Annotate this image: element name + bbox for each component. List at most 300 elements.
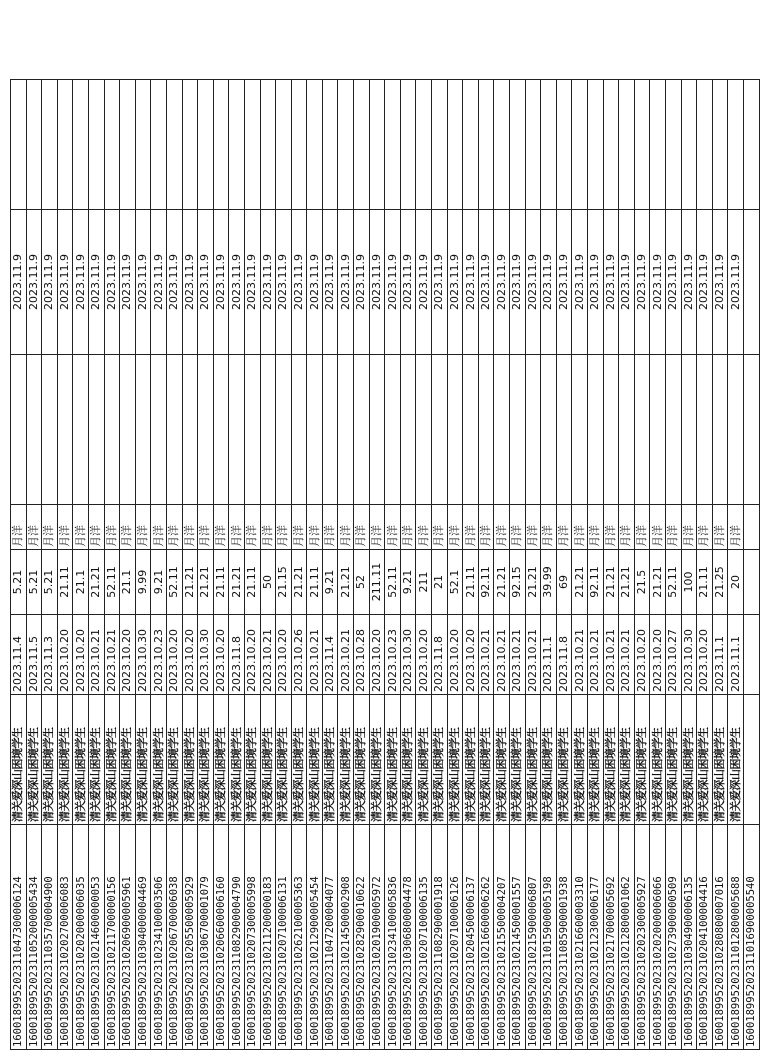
paid-date-cell: 2023.11.9 [463,210,479,355]
blank-cell [260,80,276,210]
order-id-cell: 160018995202310306700001079 [198,825,214,1050]
table-row [432,80,448,1050]
blank-cell [665,355,681,505]
note-cell: 月洋 [385,505,401,550]
note-cell: 月洋 [322,505,338,550]
date-cell: 2023.10.21 [494,615,510,695]
amount-cell: 69 [556,550,572,615]
amount-cell: 100 [681,550,697,615]
note-cell: 月洋 [494,505,510,550]
blank-cell [385,80,401,210]
order-id-cell: 160018995202310202000006035 [73,825,89,1050]
order-id-cell: 160018995202310273900000509 [665,825,681,1050]
table-row [198,80,214,1050]
blank-cell [182,80,198,210]
note-cell: 月洋 [291,505,307,550]
note-cell: 月洋 [88,505,104,550]
table-row [354,80,370,1050]
note-cell: 月洋 [634,505,650,550]
date-cell: 2023.10.21 [260,615,276,695]
blank-cell [447,355,463,505]
amount-cell: 21.15 [276,550,292,615]
blank-cell [572,355,588,505]
project-name-cell: 清关爱深山困境学生 [260,695,276,825]
blank-cell [73,355,89,505]
order-id-cell: 160018995202310204100004416 [697,825,713,1050]
project-name-cell: 清关爱深山困境学生 [354,695,370,825]
date-cell: 2023.10.20 [276,615,292,695]
project-name-cell: 清关爱深山困境学生 [166,695,182,825]
blank-cell [354,80,370,210]
table-row [73,80,89,1050]
amount-cell: 92.11 [587,550,603,615]
date-cell: 2023.10.20 [244,615,260,695]
table-row [229,80,245,1050]
note-cell: 月洋 [73,505,89,550]
order-id-cell: 160018995202310202000006066 [650,825,666,1050]
note-cell: 月洋 [712,505,728,550]
blank-cell [510,355,526,505]
date-cell: 2023.10.30 [135,615,151,695]
date-cell: 2023.11.8 [229,615,245,695]
blank-cell [478,355,494,505]
amount-cell: 50 [260,550,276,615]
blank-cell [681,355,697,505]
order-id-cell: 160018995202311085900001938 [556,825,572,1050]
table-row [743,80,759,1050]
amount-cell: 21.25 [712,550,728,615]
blank-cell [57,355,73,505]
amount-cell: 21.21 [650,550,666,615]
blank-cell [369,355,385,505]
table-row [42,80,58,1050]
amount-cell: 211 [416,550,432,615]
amount-cell: 21.1 [120,550,136,615]
paid-date-cell: 2023.11.9 [322,210,338,355]
table-row [587,80,603,1050]
spreadsheet-page [10,50,758,1050]
amount-cell: 9.21 [322,550,338,615]
table-row [478,80,494,1050]
blank-cell [619,355,635,505]
date-cell: 2023.10.20 [369,615,385,695]
blank-cell [135,80,151,210]
blank-cell [229,355,245,505]
order-id-cell: 160018995202310214500001557 [510,825,526,1050]
blank-cell [728,80,744,210]
paid-date-cell: 2023.11.9 [291,210,307,355]
date-cell: 2023.10.20 [416,615,432,695]
date-cell: 2023.10.30 [681,615,697,695]
project-name-cell: 清关爱深山困境学生 [541,695,557,825]
paid-date-cell: 2023.11.9 [416,210,432,355]
table-row [104,80,120,1050]
amount-cell: 21.21 [572,550,588,615]
note-cell: 月洋 [447,505,463,550]
blank-cell [11,355,27,505]
blank-cell [447,80,463,210]
date-cell: 2023.10.20 [73,615,89,695]
paid-date-cell: 2023.11.9 [57,210,73,355]
blank-cell [463,355,479,505]
amount-cell: 5.21 [26,550,42,615]
blank-cell [213,80,229,210]
date-cell: 2023.10.21 [619,615,635,695]
table-row [276,80,292,1050]
paid-date-cell: 2023.11.9 [307,210,323,355]
amount-cell: 21.21 [229,550,245,615]
table-row [182,80,198,1050]
paid-date-cell: 2023.11.9 [338,210,354,355]
amount-cell: 9.21 [151,550,167,615]
blank-cell [322,80,338,210]
blank-cell [198,355,214,505]
blank-cell [57,80,73,210]
note-cell: 月洋 [728,505,744,550]
blank-cell [416,355,432,505]
project-name-cell: 清关爱深山困境学生 [603,695,619,825]
project-name-cell: 清关爱深山困境学生 [322,695,338,825]
paid-date-cell: 2023.11.9 [634,210,650,355]
paid-date-cell: 2023.11.9 [728,210,744,355]
table-row [151,80,167,1050]
note-cell: 月洋 [151,505,167,550]
order-id-cell: 160018995202310202300005927 [634,825,650,1050]
amount-cell: 21.21 [338,550,354,615]
project-name-cell: 清关爱深山困境学生 [463,695,479,825]
project-name-cell: 清关爱深山困境学生 [244,695,260,825]
order-id-cell: 160018995202310217000005692 [603,825,619,1050]
order-id-cell: 160018995202310214500002908 [338,825,354,1050]
table-row [385,80,401,1050]
blank-cell [681,80,697,210]
table-row [650,80,666,1050]
table-row [681,80,697,1050]
blank-cell [11,80,27,210]
date-cell: 2023.11.5 [26,615,42,695]
date-cell: 2023.10.20 [166,615,182,695]
paid-date-cell [743,210,759,355]
paid-date-cell: 2023.11.9 [572,210,588,355]
note-cell: 月洋 [510,505,526,550]
blank-cell [338,355,354,505]
note-cell: 月洋 [369,505,385,550]
note-cell: 月洋 [354,505,370,550]
paid-date-cell: 2023.11.9 [587,210,603,355]
paid-date-cell: 2023.11.9 [432,210,448,355]
paid-date-cell: 2023.11.9 [510,210,526,355]
blank-cell [182,355,198,505]
date-cell: 2023.11.8 [556,615,572,695]
blank-cell [198,80,214,210]
blank-cell [369,80,385,210]
table-row [213,80,229,1050]
table-row [447,80,463,1050]
date-cell: 2023.10.20 [57,615,73,695]
note-cell: 月洋 [276,505,292,550]
amount-cell: 52.11 [385,550,401,615]
date-cell: 2023.10.23 [151,615,167,695]
date-cell: 2023.10.27 [665,615,681,695]
note-cell: 月洋 [26,505,42,550]
blank-cell [104,80,120,210]
project-name-cell: 清关爱深山困境学生 [104,695,120,825]
table-row [634,80,650,1050]
note-cell: 月洋 [541,505,557,550]
order-id-cell: 160018995202310202700006083 [57,825,73,1050]
donation-table [10,79,760,1050]
note-cell: 月洋 [11,505,27,550]
blank-cell [400,80,416,210]
blank-cell [743,355,759,505]
order-id-cell: 160018995202310282900010622 [354,825,370,1050]
project-name-cell: 清关爱深山困境学生 [26,695,42,825]
date-cell: 2023.11.1 [541,615,557,695]
blank-cell [385,355,401,505]
date-cell: 2023.10.21 [338,615,354,695]
paid-date-cell: 2023.11.9 [400,210,416,355]
blank-cell [104,355,120,505]
blank-cell [213,355,229,505]
blank-cell [166,80,182,210]
paid-date-cell: 2023.11.9 [42,210,58,355]
project-name-cell: 清关爱深山困境学生 [697,695,713,825]
date-cell: 2023.10.30 [400,615,416,695]
blank-cell [260,355,276,505]
order-id-cell: 160018995202310211200000183 [260,825,276,1050]
note-cell [743,505,759,550]
blank-cell [697,355,713,505]
note-cell: 月洋 [198,505,214,550]
project-name-cell: 清关爱深山困境学生 [400,695,416,825]
blank-cell [541,80,557,210]
blank-cell [151,80,167,210]
note-cell: 月洋 [416,505,432,550]
order-id-cell: 160018995202310207300005998 [244,825,260,1050]
amount-cell: 21.21 [603,550,619,615]
blank-cell [26,355,42,505]
note-cell: 月洋 [478,505,494,550]
project-name-cell: 清关爱深山困境学生 [120,695,136,825]
blank-cell [587,355,603,505]
note-cell: 月洋 [120,505,136,550]
blank-cell [244,355,260,505]
order-id-cell: 160018995202311047300006124 [11,825,27,1050]
blank-cell [42,355,58,505]
date-cell: 2023.10.23 [385,615,401,695]
paid-date-cell: 2023.11.9 [697,210,713,355]
blank-cell [88,80,104,210]
table-row [322,80,338,1050]
date-cell: 2023.10.26 [291,615,307,695]
date-cell: 2023.10.20 [447,615,463,695]
project-name-cell: 清关爱深山困境学生 [556,695,572,825]
table-row [603,80,619,1050]
order-id-cell: 160018995202311015900005198 [541,825,557,1050]
order-id-cell: 160018995202311012800005688 [728,825,744,1050]
blank-cell [120,355,136,505]
paid-date-cell: 2023.11.9 [447,210,463,355]
amount-cell: 21.11 [463,550,479,615]
amount-cell: 92.15 [510,550,526,615]
blank-cell [541,355,557,505]
amount-cell: 21.21 [198,550,214,615]
blank-cell [650,355,666,505]
amount-cell: 39.99 [541,550,557,615]
note-cell: 月洋 [463,505,479,550]
table-row [307,80,323,1050]
blank-cell [291,80,307,210]
date-cell: 2023.10.20 [120,615,136,695]
paid-date-cell: 2023.11.9 [712,210,728,355]
blank-cell [712,80,728,210]
amount-cell: 21.11 [697,550,713,615]
project-name-cell: 清关爱深山困境学生 [432,695,448,825]
table-row [120,80,136,1050]
amount-cell: 20 [728,550,744,615]
table-row [556,80,572,1050]
blank-cell [634,355,650,505]
note-cell: 月洋 [244,505,260,550]
paid-date-cell: 2023.11.9 [182,210,198,355]
blank-cell [525,355,541,505]
amount-cell: 211.11 [369,550,385,615]
date-cell: 2023.10.28 [354,615,370,695]
amount-cell: 21.1 [73,550,89,615]
table-row [135,80,151,1050]
paid-date-cell: 2023.11.9 [494,210,510,355]
amount-cell: 9.99 [135,550,151,615]
order-id-cell: 160018995202310204500006137 [463,825,479,1050]
blank-cell [650,80,666,210]
paid-date-cell: 2023.11.9 [541,210,557,355]
blank-cell [244,80,260,210]
amount-cell: 21.21 [525,550,541,615]
note-cell: 月洋 [665,505,681,550]
date-cell: 2023.10.30 [198,615,214,695]
order-id-cell: 160018995202310211700000156 [104,825,120,1050]
paid-date-cell: 2023.11.9 [166,210,182,355]
note-cell: 月洋 [603,505,619,550]
paid-date-cell: 2023.11.9 [229,210,245,355]
order-id-cell: 160018995202310215900006807 [525,825,541,1050]
note-cell: 月洋 [650,505,666,550]
paid-date-cell: 2023.11.9 [151,210,167,355]
order-id-cell: 160018995202310306800004478 [400,825,416,1050]
project-name-cell: 清关爱深山困境学生 [88,695,104,825]
paid-date-cell: 2023.11.9 [556,210,572,355]
date-cell: 2023.10.20 [213,615,229,695]
order-id-cell: 160018995202311082900001918 [432,825,448,1050]
table-row [416,80,432,1050]
paid-date-cell: 2023.11.9 [369,210,385,355]
table-row [541,80,557,1050]
date-cell: 2023.10.20 [463,615,479,695]
table-row [26,80,42,1050]
date-cell: 2023.10.21 [587,615,603,695]
project-name-cell: 清关爱深山困境学生 [73,695,89,825]
paid-date-cell: 2023.11.9 [120,210,136,355]
date-cell: 2023.10.21 [572,615,588,695]
blank-cell [478,80,494,210]
date-cell: 2023.10.21 [478,615,494,695]
amount-cell: 21.21 [88,550,104,615]
table-row [665,80,681,1050]
paid-date-cell: 2023.11.9 [260,210,276,355]
order-id-cell: 160018995202310207100006126 [447,825,463,1050]
blank-cell [400,355,416,505]
blank-cell [276,355,292,505]
project-name-cell: 清关爱深山困境学生 [338,695,354,825]
blank-cell [120,80,136,210]
paid-date-cell: 2023.11.9 [104,210,120,355]
project-name-cell: 清关爱深山困境学生 [291,695,307,825]
table-row [572,80,588,1050]
blank-cell [229,80,245,210]
note-cell: 月洋 [213,505,229,550]
order-id-cell: 160018995202310262100005363 [291,825,307,1050]
note-cell: 月洋 [229,505,245,550]
amount-cell: 21.5 [634,550,650,615]
note-cell: 月洋 [525,505,541,550]
project-name-cell: 清关爱深山困境学生 [665,695,681,825]
blank-cell [322,355,338,505]
project-name-cell: 清关爱深山困境学生 [11,695,27,825]
table-row [400,80,416,1050]
amount-cell: 52.11 [104,550,120,615]
project-name-cell: 清关爱深山困境学生 [213,695,229,825]
blank-cell [572,80,588,210]
order-id-cell: 160018995202310207100006135 [416,825,432,1050]
blank-cell [151,355,167,505]
blank-cell [634,80,650,210]
paid-date-cell: 2023.11.9 [198,210,214,355]
project-name-cell: 清关爱深山困境学生 [447,695,463,825]
project-name-cell: 清关爱深山困境学生 [229,695,245,825]
blank-cell [463,80,479,210]
project-name-cell: 清关爱深山困境学生 [681,695,697,825]
blank-cell [743,80,759,210]
project-name-cell: 清关爱深山困境学生 [416,695,432,825]
project-name-cell: 清关爱深山困境学生 [369,695,385,825]
date-cell: 2023.11.1 [712,615,728,695]
paid-date-cell: 2023.11.9 [354,210,370,355]
blank-cell [42,80,58,210]
paid-date-cell: 2023.11.9 [619,210,635,355]
paid-date-cell: 2023.11.9 [213,210,229,355]
blank-cell [135,355,151,505]
table-row [494,80,510,1050]
amount-cell: 52.1 [447,550,463,615]
order-id-cell: 160018995202311052000005434 [26,825,42,1050]
note-cell: 月洋 [587,505,603,550]
note-cell: 月洋 [572,505,588,550]
project-name-cell: 清关爱深山困境学生 [650,695,666,825]
project-name-cell: 清关爱深山困境学生 [525,695,541,825]
date-cell [743,615,759,695]
order-id-cell: 160018995202310206600006160 [213,825,229,1050]
order-id-cell: 160018995202311082900004790 [229,825,245,1050]
project-name-cell [743,695,759,825]
blank-cell [26,80,42,210]
date-cell: 2023.10.21 [603,615,619,695]
order-id-cell: 160018995202310207100006131 [276,825,292,1050]
amount-cell: 21.21 [291,550,307,615]
amount-cell: 21.11 [307,550,323,615]
amount-cell: 21.21 [182,550,198,615]
date-cell: 2023.10.21 [525,615,541,695]
note-cell: 月洋 [338,505,354,550]
